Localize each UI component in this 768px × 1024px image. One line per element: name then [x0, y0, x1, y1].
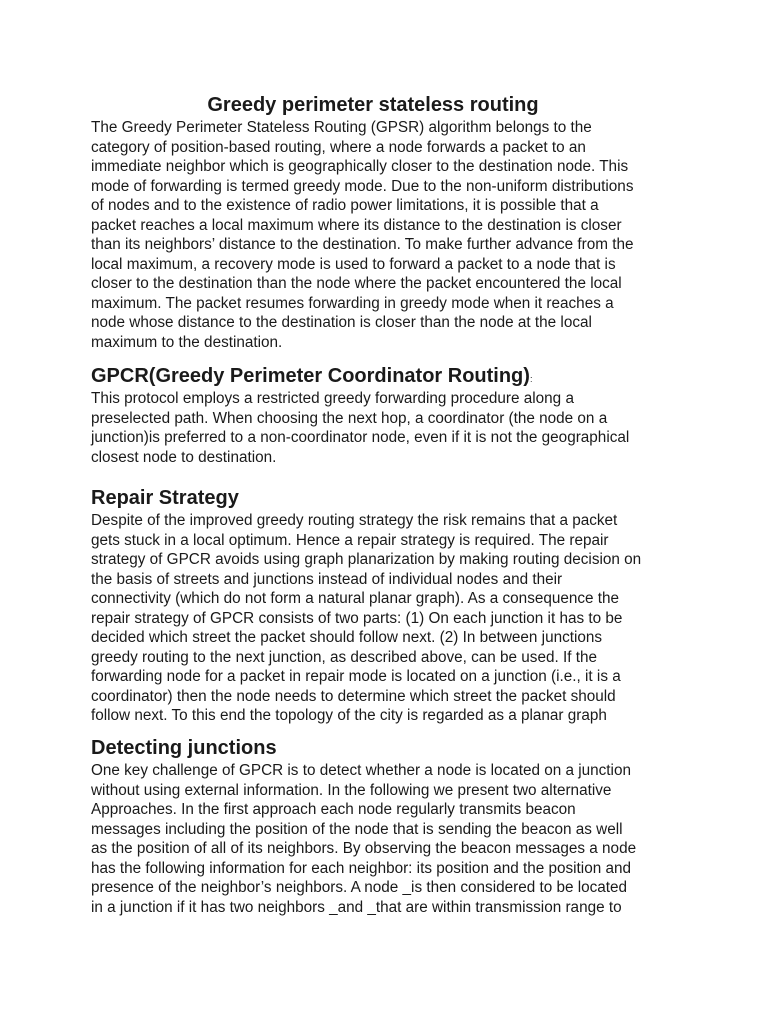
- text-line: coordinator) then the node needs to determine which street the packet should: [91, 687, 616, 705]
- text-line: local maximum, a recovery mode is used to forward a packet to a node that is: [91, 255, 616, 273]
- text-line: node whose distance to the destination is closer than the node at the local: [91, 314, 592, 331]
- text-line: than its neighbors’ distance to the destination. To make further advance from the: [91, 236, 634, 253]
- text-line: the basis of streets and junctions instead of individual nodes and their: [91, 570, 563, 588]
- text-line: maximum. The packet resumes forwarding in greedy mode when it reaches a: [91, 294, 614, 312]
- text-line: One key challenge of GPCR is to detect whether a node is located on a junction: [91, 762, 631, 779]
- text-line: of nodes and to the existence of radio power limitations, it is possible that a: [91, 197, 599, 214]
- text-line: closer to the destination than the node where the packet encountered the local: [91, 275, 622, 292]
- text-line: gets stuck in a local optimum. Hence a repair strategy is required. The repair: [91, 531, 609, 549]
- text-line: Approaches. In the first approach each node regularly transmits beacon: [91, 801, 576, 818]
- detecting-junctions-paragraph: [91, 761, 691, 917]
- text-line: category of position-based routing, where a node forwards a packet to an: [91, 138, 586, 156]
- text-line: as the position of all of its neighbors. By observing the beacon messages a node: [91, 840, 637, 857]
- text-line: closest node to destination.: [91, 448, 277, 466]
- repair-strategy-paragraph: [91, 511, 691, 726]
- text-line: without using external information. In the following we present two alternative: [91, 781, 612, 799]
- gpcr-heading-colon: :: [529, 374, 533, 384]
- text-line: Despite of the improved greedy routing strategy the risk remains that a packet: [91, 512, 618, 529]
- text-line: packet reaches a local maximum where its distance to the destination is closer: [91, 216, 622, 234]
- repair-strategy-heading: Repair Strategy: [91, 487, 239, 509]
- text-line: preselected path. When choosing the next hop, a coordinator (the node on a: [91, 409, 608, 427]
- text-line: mode of forwarding is termed greedy mode. Due to the non-uniform distributions: [91, 177, 634, 195]
- text-line: messages including the position of the node that is sending the beacon as well: [91, 820, 623, 838]
- gpcr-paragraph: [91, 389, 691, 467]
- text-line: The Greedy Perimeter Stateless Routing (GPSR) algorithm belongs to the: [91, 119, 592, 136]
- text-line: follow next. To this end the topology of the city is regarded as a planar graph: [91, 707, 607, 724]
- text-line: has the following information for each neighbor: its position and the position and: [91, 859, 631, 877]
- text-line: maximum to the destination.: [91, 333, 283, 351]
- text-line: decided which street the packet should follow next. (2) In between junctions: [91, 629, 603, 646]
- text-line: presence of the neighbor’s neighbors. A node _is then considered to be located: [91, 879, 628, 896]
- text-line: junction)is preferred to a non-coordinator node, even if it is not the geographical: [91, 429, 630, 446]
- text-line: greedy routing to the next junction, as described above, can be used. If the: [91, 648, 597, 666]
- gpcr-heading-text: GPCR(Greedy Perimeter Coordinator Routing): [91, 365, 530, 387]
- text-line: repair strategy of GPCR consists of two parts: (1) On each junction it has to be: [91, 609, 623, 627]
- text-line: connectivity (which do not form a natural planar graph). As a consequence the: [91, 590, 620, 607]
- text-line: forwarding node for a packet in repair mode is located on a junction (i.e., it is a: [91, 668, 621, 685]
- text-line: in a junction if it has two neighbors _and _that are within transmission range to: [91, 898, 622, 916]
- document-title: Greedy perimeter stateless routing: [207, 94, 539, 116]
- detecting-junctions-heading: Detecting junctions: [91, 737, 277, 759]
- text-line: immediate neighbor which is geographically closer to the destination node. This: [91, 158, 629, 175]
- text-line: This protocol employs a restricted greedy forwarding procedure along a: [91, 390, 574, 407]
- text-line: strategy of GPCR avoids using graph planarization by making routing decision on: [91, 551, 642, 568]
- gpcr-heading: [91, 364, 532, 391]
- intro-paragraph: [91, 118, 691, 352]
